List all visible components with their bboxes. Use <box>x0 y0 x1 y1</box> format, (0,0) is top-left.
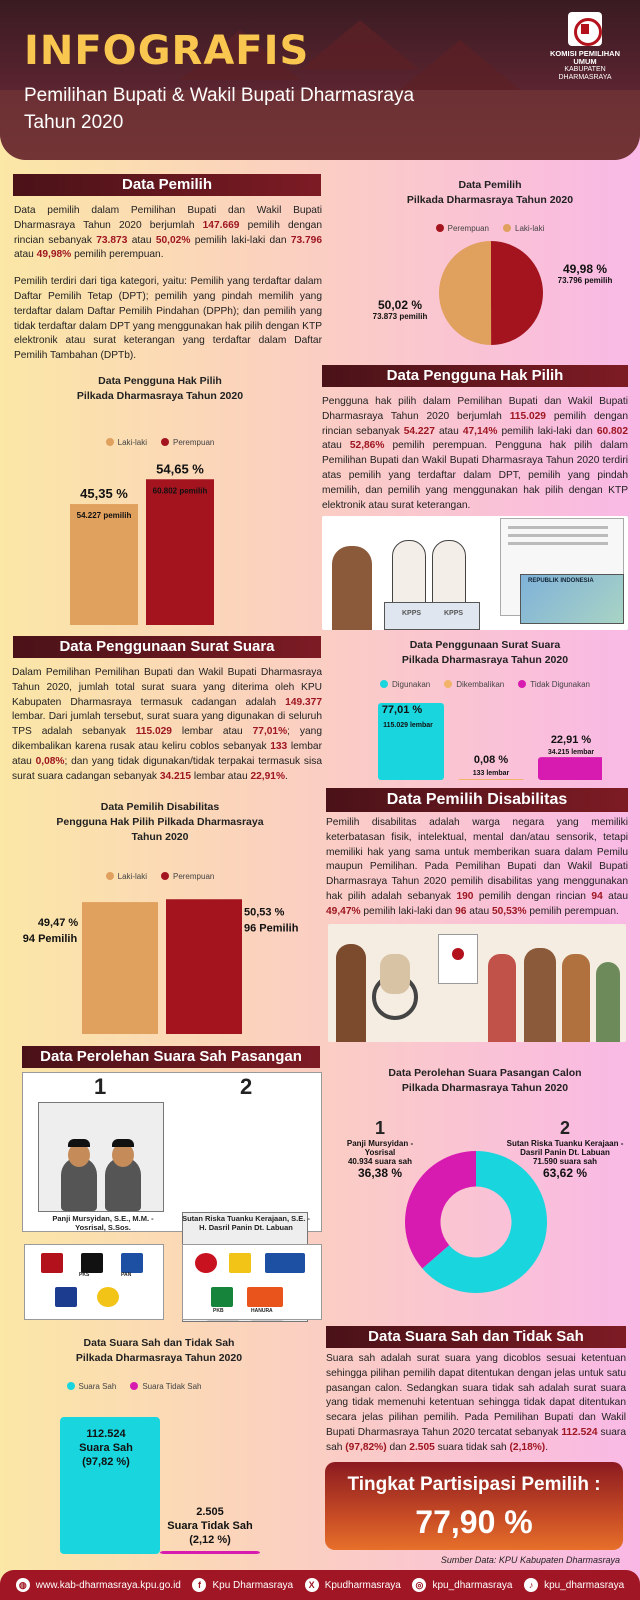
party-logos-candidate-1: PKS PAN <box>24 1244 164 1320</box>
pkb-logo-icon <box>211 1287 233 1307</box>
page-subtitle <box>24 82 494 136</box>
pie-label-perempuan: 49,98 % 73.796 pemilih <box>557 262 613 285</box>
candidate-2-name: Sutan Riska Tuanku Kerajaan, S.E. - H. Dasril Panin Dt. Labuan <box>182 1214 310 1232</box>
page-title: INFOGRAFIS <box>24 28 310 74</box>
peci-cap-icon <box>68 1139 90 1147</box>
disability-voters-illustration <box>328 924 626 1042</box>
paragraph-sah-tidak-sah: Suara sah adalah surat suara yang dicoblos sesuai ketentuan sehingga pilihan pemilih dapat ditentukan dengan jelas untuk satu pasangan calon. Sedangkan suara tidak sah adalah surat suara yang tidak memenuhi ketentuan sehingga tidak dapat ditentukan secara jelas pilihan pemilih. Pada Pemilihan Bupati dan Wakil Bupati Dharmasraya Tahun 2020 tercatat sebanyak 112.524 suara sah (97,82%) dan 2.505 suara tidak sah (2,18%). <box>326 1353 626 1453</box>
bar-pct-label: (97,82 %) <box>82 1456 130 1469</box>
section-heading-disabilitas: Data Pemilih Disabilitas <box>326 788 628 812</box>
kpps-label: KPPS <box>444 610 464 617</box>
gerindra-logo-icon <box>41 1253 63 1273</box>
bar-pct-label: 54,65 % <box>156 461 204 477</box>
logo-org: KOMISI PEMILIHAN UMUM <box>549 49 620 66</box>
candidate-number: 2 <box>240 1074 253 1099</box>
chart-title: Data Perolehan Suara Pasangan Calon Pilkada Dharmasraya Tahun 2020 <box>388 1067 582 1094</box>
bar-count-label: 133 lembar <box>472 770 510 777</box>
paragraph-surat-suara: Dalam Pemilihan Pemilihan Bupati dan Wakil Bupati Dharmasraya Tahun 2020, jumlah total surat suara yang diterima oleh KPU Kabupaten Dharmasraya termasuk cadangan adalah 149.377 lembar. Dari jumlah tersebut, surat suara yang digunakan di seluruh TPS adalah sebanyak 115.029 lembar atau 77,01%; yang dikembalikan karena rusak atau keliru coblos sebanyak 133 lembar atau 0,08%; dan yang tidak digunakan/tidak terpakai termasuk sisa surat suara cadangan sebanyak 34.215 lembar atau 22,91%. <box>12 667 322 782</box>
legend-item: Laki-laki <box>503 224 544 233</box>
participation-value: 77,90 % <box>415 1504 533 1540</box>
chart-title: Data Penggunaan Surat Suara Pilkada Dharmasraya Tahun 2020 <box>401 639 569 666</box>
bar-pct-label: 0,08 % <box>473 754 509 766</box>
pie-chart-data-pemilih <box>438 240 544 346</box>
bar <box>82 902 158 1034</box>
bar-chart-surat-suara <box>374 696 602 780</box>
subtitle-line: Tahun 2020 <box>24 112 124 133</box>
bar-count-label: 112.524 <box>86 1428 126 1441</box>
legend-item: Perempuan <box>161 438 214 447</box>
footer-tiktok-link[interactable]: ♪ kpu_dharmasraya <box>524 1578 624 1592</box>
bar-name-label: Suara Sah <box>79 1442 133 1455</box>
chart-title: Data Pemilih Pilkada Dharmasraya Tahun 2020 <box>406 179 574 206</box>
chart-title: Data Suara Sah dan Tidak Sah Pilkada Dharmasraya Tahun 2020 <box>75 1337 243 1364</box>
bar-pct-label: 49,47 % <box>37 917 79 930</box>
instagram-icon: ◎ <box>412 1578 426 1592</box>
donut-label-paslon-1: 1 Panji Mursyidan - Yosrisal 40.934 suara sah 36,38 % <box>346 1118 414 1180</box>
bar-count-label: 60.802 pemilih <box>152 486 208 496</box>
legend-item: Digunakan <box>380 680 430 689</box>
donut-label-paslon-2: 2 Sutan Riska Tuanku Kerajaan - Dasril Panin Dt. Labuan 71.590 suara sah 63,62 % <box>506 1118 624 1180</box>
bar-count-label: 54.227 pemilih <box>76 511 132 521</box>
bar-chart-suara-sah <box>60 1410 260 1554</box>
pdip-logo-icon <box>195 1253 217 1273</box>
candidate-number: 1 <box>94 1074 107 1099</box>
pie-label-laki-laki: 50,02 % 73.873 pemilih <box>372 298 428 321</box>
chart-legend <box>24 1382 244 1391</box>
chart-legend <box>350 680 620 689</box>
bar-count-label: 115.029 lembar <box>383 721 433 729</box>
x-twitter-icon: X <box>305 1578 319 1592</box>
chart-legend <box>360 224 620 233</box>
perindo-logo-icon <box>55 1287 77 1307</box>
footer-website-link[interactable]: ◍ www.kab-dharmasraya.kpu.go.id <box>16 1578 181 1592</box>
globe-icon: ◍ <box>16 1578 30 1592</box>
legend-item: Dikembalikan <box>444 680 504 689</box>
chart-title: Data Pemilih Disabilitas Pengguna Hak Pilih Pilkada Dharmasraya Tahun 2020 <box>56 801 264 843</box>
chart-legend <box>30 872 290 881</box>
bar-name-label: Suara Tidak Sah <box>167 1520 253 1532</box>
section-heading-surat-suara: Data Penggunaan Surat Suara <box>13 636 321 658</box>
demokrat-logo-icon <box>265 1253 305 1273</box>
bar-pct-label: (2,12 %) <box>189 1534 231 1546</box>
bar <box>146 479 214 625</box>
bar-pct-label: 45,35 % <box>80 486 128 502</box>
source-note: Sumber Data: KPU Kabupaten Dharmasraya <box>440 1555 620 1565</box>
legend-item: Perempuan <box>436 224 489 233</box>
bar <box>458 779 524 780</box>
participation-label: Tingkat Partisipasi Pemilih : <box>347 1474 601 1495</box>
participation-rate-box <box>325 1462 623 1550</box>
legend-item: Suara Sah <box>67 1382 117 1391</box>
chart-legend <box>30 438 290 447</box>
section-heading-data-pemilih: Data Pemilih <box>13 174 321 196</box>
pks-logo-icon <box>81 1253 103 1273</box>
pie-slice <box>491 241 543 345</box>
pie-slice <box>439 241 491 345</box>
subtitle-line: Pemilihan Bupati & Wakil Bupati Dharmasraya <box>24 85 415 106</box>
bar-count-label: 2.505 <box>196 1506 224 1518</box>
kpu-logo <box>540 12 630 82</box>
tiktok-icon: ♪ <box>524 1578 538 1592</box>
kpps-illustration <box>322 516 628 630</box>
bar <box>166 899 242 1034</box>
peci-cap-icon <box>112 1139 134 1147</box>
bar-chart-disabilitas <box>12 890 312 1034</box>
golkar-logo-icon <box>97 1287 119 1307</box>
party-logos-candidate-2: PKB HANURA <box>182 1244 322 1320</box>
chart-title: Data Pengguna Hak Pilih Pilkada Dharmasraya Tahun 2020 <box>76 375 244 402</box>
id-card-label: REPUBLIK INDONESIA <box>528 578 594 584</box>
kpu-emblem-icon <box>568 12 602 46</box>
bar <box>160 1551 260 1554</box>
bar-pct-label: 77,01 % <box>381 703 423 716</box>
legend-item: Tidak Digunakan <box>518 680 590 689</box>
candidate-1-photo <box>38 1102 164 1212</box>
legend-item: Laki-laki <box>106 872 147 881</box>
legend-item: Laki-laki <box>106 438 147 447</box>
paragraph-pengguna-hak-pilih: Pengguna hak pilih dalam Pemilihan Bupati dan Wakil Bupati Dharmasraya Tahun 2020 berjumlah 115.029 pemilih dengan rincian sebanyak 54.227 atau 47,14% pemilih laki-laki dan 60.802 atau 52,86% pemilih perempuan. Pengguna hak pilih dalam Pemilihan Bupati dan Wakil Bupati Dharmasraya Tahun 2020 terdiri atas pemilih yang terdaftar dalam DPT, pemilih yang pindah memilih, dan pemilih yang menggunakan hak pilih dengan KTP elektronik atau surat keterangan. <box>322 396 629 511</box>
section-heading-pengguna-hak-pilih: Data Pengguna Hak Pilih <box>322 365 628 387</box>
bar-count-label: 96 Pemilih <box>244 922 299 935</box>
section-heading-sah-tidak-sah: Data Suara Sah dan Tidak Sah <box>326 1326 626 1348</box>
bar-count-label: 34.215 lembar <box>547 749 595 757</box>
footer-twitter-link[interactable]: X Kpudharmasraya <box>305 1578 401 1592</box>
footer <box>0 1570 640 1600</box>
bar-count-label: 94 Pemilih <box>22 933 78 946</box>
legend-item: Suara Tidak Sah <box>130 1382 201 1391</box>
hanura-logo-icon <box>247 1287 283 1307</box>
party-logo-icon <box>229 1253 251 1273</box>
legend-item: Perempuan <box>161 872 214 881</box>
kpps-label: KPPS <box>402 610 422 617</box>
bar-pct-label: 50,53 % <box>244 906 285 919</box>
bar-chart-pengguna-hak-pilih <box>70 455 250 625</box>
paragraph-data-pemilih: Data pemilih dalam Pemilihan Bupati dan Wakil Bupati Dharmasraya Tahun 2020 berjumlah 147.669 pemilih dengan rincian sebanyak 73.873 atau 50,02% pemilih laki-laki dan 73.796 atau 49,98% pemilih perempuan. Pemilih terdiri dari tiga kategori, yaitu: Pemilih yang terdaftar dalam Daftar Pemilih Tetap (DPT); pemilih yang pindah memilih yang terdaftar dalam Daftar Pemilih Pindahan (DPPh); dan pemilih yang tidak terdaftar dalam DPT yang menggunakan hak pilih dengan KTP elektronik atau surat keterangan yang terdaftar dalam Daftar Pemilih Tambahan (DPTb). <box>14 205 322 362</box>
facebook-icon: f <box>192 1578 206 1592</box>
footer-instagram-link[interactable]: ◎ kpu_dharmasraya <box>412 1578 512 1592</box>
candidate-1-name: Panji Mursyidan, S.E., M.M. - Yosrisal, S.Sos. <box>52 1214 154 1232</box>
section-heading-perolehan: Data Perolehan Suara Sah Pasangan <box>22 1046 320 1068</box>
logo-region: KABUPATEN DHARMASRAYA <box>558 66 612 81</box>
bar-pct-label: 22,91 % <box>550 734 592 747</box>
bar <box>70 504 138 625</box>
bar <box>538 757 602 780</box>
paragraph-disabilitas: Pemilih disabilitas adalah warga negara yang memiliki keterbatasan fisik, intelektual, mental dan/atau sensorik, tetapi memiliki hak yang sama untuk memberikan suara dalam Pemilu maupun Pemilihan. Pada Pemilihan Bupati dan Wakil Bupati Dharmasraya Tahun 2020 pemilih disabilitas yang menggunakan hak pilih adalah sebanyak 190 pemilih dengan rincian 94 atau 49,47% pemilih laki-laki dan 96 atau 50,53% pemilih perempuan. <box>326 817 628 917</box>
footer-facebook-link[interactable]: f Kpu Dharmasraya <box>192 1578 293 1592</box>
pan-logo-icon <box>121 1253 143 1273</box>
